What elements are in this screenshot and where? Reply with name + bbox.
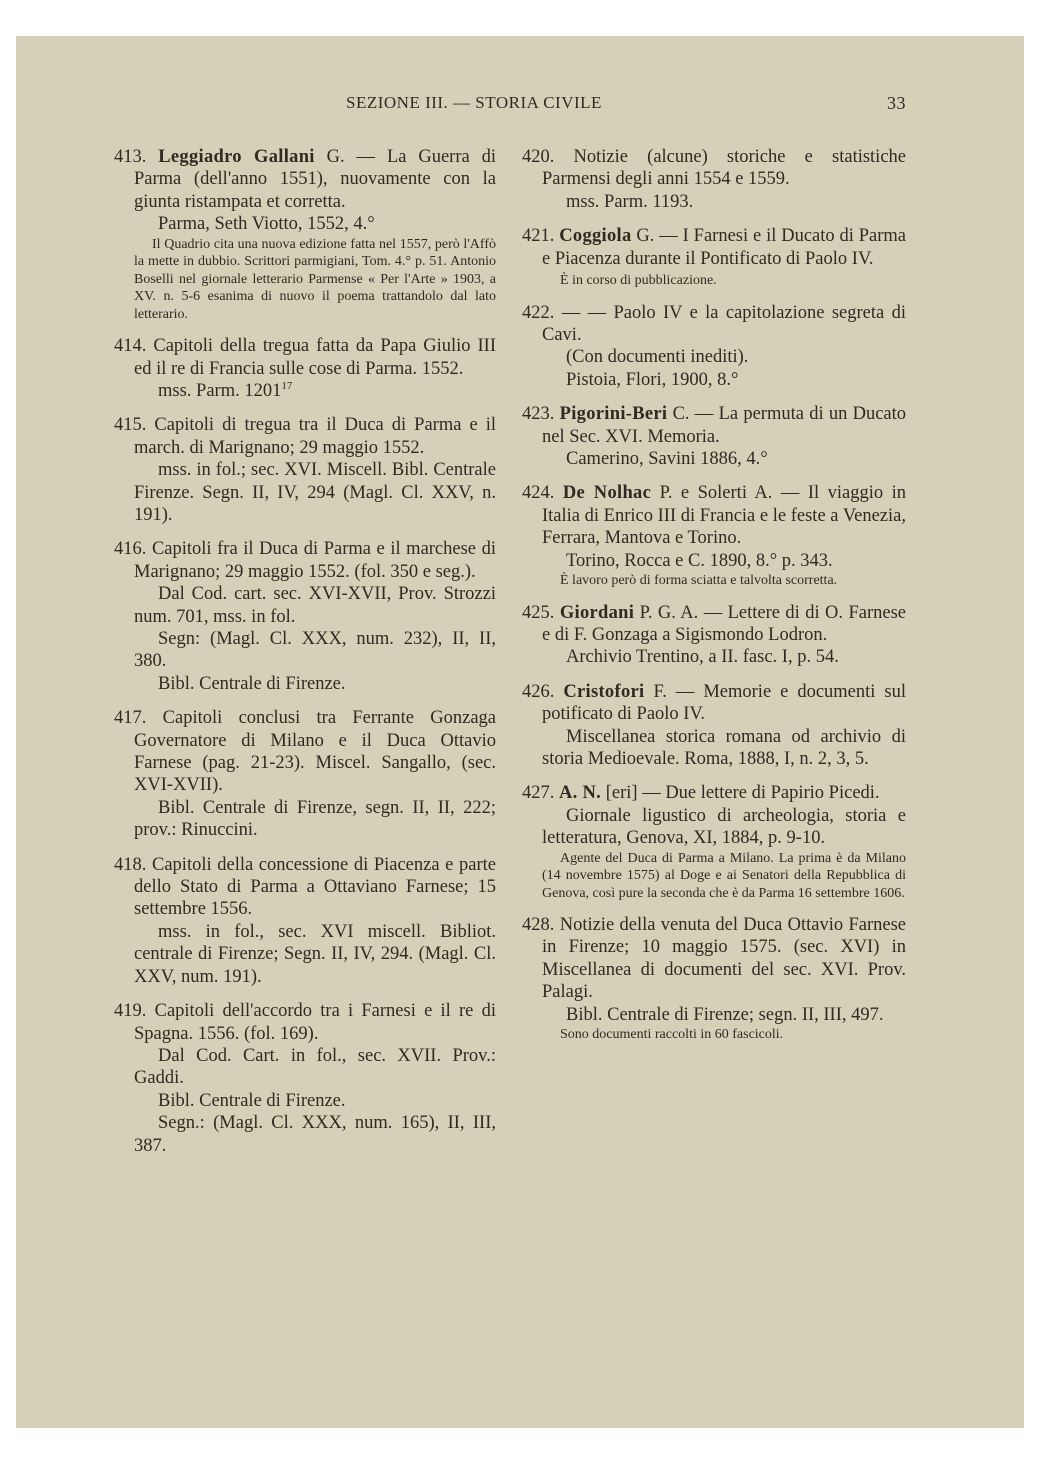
entry-author: De Nolhac xyxy=(562,483,652,504)
entry-text: C. — La permuta di un Ducato nel Sec. XVI. Memoria. xyxy=(542,404,907,447)
footnote-marker: 17 xyxy=(281,379,293,392)
entry-publication: Pistoia, Flori, 1900, 8.° xyxy=(566,369,739,390)
entry-425: 425. Giordani P. G. A. — Lettere di di O. Farnese e di F. Gonzaga a Sigismondo Lodron. Archivio Trentino, a II. fasc. I, p. 54. xyxy=(522,602,907,668)
entry-author: Leggiadro Gallani xyxy=(158,147,315,167)
entry-text: F. — Memorie e documenti sul potificato di Paolo IV. xyxy=(542,681,906,725)
entry-419: 419. Capitoli dell'accordo tra i Farnesi e il re di Spagna. 1556. (fol. 169). Dal Cod. Cart. in fol., sec. XVII. Prov.: Gaddi. Bibl. Centrale di Firenze. Segn.: (Magl. Cl. XXX, num. 165), II, III, 387. xyxy=(114,1001,496,1156)
entry-note: Il Quadrio cita una nuova edizione fatta nel 1557, però l'Affò la mette in dubbio. Scrittori parmigiani, Tom. 4.° p. 51. Antonio Boselli nel giornale letterario Parmense « Per l'Arte » 1903, a XV. n. 5-6 esanima di nuovo il poema trattandolo dal lato letterario. xyxy=(134,236,496,322)
entry-publication: Parma, Seth Viotto, 1552, 4.° xyxy=(158,214,375,235)
entry-418: 418. Capitoli della concessione di Piacenza e parte dello Stato di Parma a Ottaviano Farnese; 15 settembre 1556. mss. in fol., sec. XVI miscell. Bibliot. centrale di Firenze; Segn. II, IV, 294. (Magl. Cl. XXV, num. 191). xyxy=(114,854,496,987)
entry-publication: Giornale ligustico di archeologia, storia e letteratura, Genova, XI, 1884, p. 9-10. xyxy=(542,805,906,849)
entry-publication: Camerino, Savini 1886, 4.° xyxy=(566,448,768,469)
entry-note: È in corso di pubblicazione. xyxy=(560,273,717,289)
section-title: SEZIONE III. — STORIA CIVILE xyxy=(346,93,602,112)
entry-414: 414. Capitoli della tregua fatta da Papa Giulio III ed il re di Francia sulle cose di Parma. 1552. mss. Parm. 1201$^{17}$ xyxy=(114,336,496,401)
entry-text: P. e Solerti A. — Il viaggio in Italia di Enrico III di Francia e le feste a Venezia, Ferrara, Mantova e Torino. xyxy=(542,483,906,549)
entry-422: 422. — — Paolo IV e la capitolazione segreta di Cavi. (Con documenti inediti). Pistoia, Flori, 1900, 8.° xyxy=(522,302,906,390)
entry-author: Pigorini-Beri xyxy=(559,404,668,425)
entry-publication: Segn: (Magl. Cl. XXX, num. 232), II, II, 380. xyxy=(134,629,496,672)
entry-publication: Bibl. Centrale di Firenze, segn. II, II, 222; prov.: Rinuccini. xyxy=(134,797,496,841)
entry-author: Cristofori xyxy=(563,681,645,702)
entry-text: Capitoli fra il Duca di Parma e il marchese di Marignano; 29 maggio 1552. (fol. 350 e seg.). xyxy=(134,539,496,582)
right-column xyxy=(522,146,906,1056)
scanned-page xyxy=(16,36,1024,1428)
entry-note: Agente del Duca di Parma a Milano. La prima è da Milano (14 novembre 1575) al Doge e ai Senatori della Repubblica di Genova, così pure la seconda che è da Parma 16 settembre 1606. xyxy=(542,850,906,901)
entry-423: 423. Pigorini-Beri C. — La permuta di un Ducato nel Sec. XVI. Memoria. Camerino, Savini 1886, 4.° xyxy=(522,404,907,469)
entry-publication: mss. in fol.; sec. XVI. Miscell. Bibl. Centrale Firenze. Segn. II, IV, 294 (Magl. Cl. XXV, n. 191). xyxy=(134,460,496,525)
entry-note: È lavoro però di forma sciatta e talvolta scorretta. xyxy=(560,573,838,588)
entry-416: 416. Capitoli fra il Duca di Parma e il marchese di Marignano; 29 maggio 1552. (fol. 350 e seg.). Dal Cod. cart. sec. XVI-XVII, Prov. Strozzi num. 701, mss. in fol. Segn: (Magl. Cl. XXX, num. 232), II, II, 380. Bibl. Centrale di Firenze. xyxy=(114,539,496,694)
entry-427: 427. A. N. [eri] — Due lettere di Papirio Picedi. Giornale ligustico di archeologia, storia e letteratura, Genova, XI, 1884, p. 9-10. Agente del Duca di Parma a Milano. La prima è da Milano (14 novembre 1575) al Doge e ai Senatori della Repubblica di Genova, così pure la seconda che è da Parma 16 settembre 1606. xyxy=(522,783,906,901)
entry-author: Coggiola xyxy=(559,226,632,247)
entry-415: 415. Capitoli di tregua tra il Duca di Parma e il march. di Marignano; 29 maggio 1552. mss. in fol.; sec. XVI. Miscell. Bibl. Centrale Firenze. Segn. II, IV, 294 (Magl. Cl. XXV, n. 191). xyxy=(114,415,496,525)
entry-publication: Bibl. Centrale di Firenze; segn. II, III, 497. xyxy=(566,1004,884,1025)
entry-publication: Miscellanea storica romana od archivio di storia Medioevale. Roma, 1888, I, n. 2, 3, 5. xyxy=(542,726,906,769)
entry-text: — — Paolo IV e la capitolazione segreta di Cavi. xyxy=(542,302,906,345)
entry-publication: Archivio Trentino, a II. fasc. I, p. 54. xyxy=(566,647,839,668)
entry-text: G. — I Farnesi e il Ducato di Parma e Piacenza durante il Pontificato di Paolo IV. xyxy=(542,226,907,269)
entry-text: Notizie della venuta del Duca Ottavio Farnese in Firenze; 10 maggio 1575. (sec. XVI) in Miscellanea di documenti del sec. XVI. Prov. Palagi. xyxy=(542,915,907,1003)
running-header xyxy=(16,93,1024,117)
entry-publication: Bibl. Centrale di Firenze. xyxy=(158,673,346,694)
entry-publication: mss. Parm. 1201 xyxy=(158,380,282,401)
entry-author: A. N. xyxy=(559,783,602,804)
entry-426: 426. Cristofori F. — Memorie e documenti sul potificato di Paolo IV. Miscellanea storica romana od archivio di storia Medioevale. Roma, 1888, I, n. 2, 3, 5. xyxy=(522,681,906,769)
left-column xyxy=(114,146,496,1169)
entry-424: 424. De Nolhac P. e Solerti A. — Il viaggio in Italia di Enrico III di Francia e le feste a Venezia, Ferrara, Mantova e Torino. Torino, Rocca e C. 1890, 8.° p. 343. È lavoro però di forma sciatta e talvolta scorretta. xyxy=(522,483,906,588)
entry-publication: (Con documenti inediti). xyxy=(566,347,749,368)
entry-text: Capitoli della concessione di Piacenza e parte dello Stato di Parma a Ottaviano Farnese; 15 settembre 1556. xyxy=(134,854,496,920)
entry-text: P. G. A. — Lettere di di O. Farnese e di F. Gonzaga a Sigismondo Lodron. xyxy=(542,602,907,645)
entry-text: Capitoli dell'accordo tra i Farnesi e il re di Spagna. 1556. (fol. 169). xyxy=(134,1001,496,1044)
entry-publication: mss. in fol., sec. XVI miscell. Bibliot. centrale di Firenze; Segn. II, IV, 294. (Magl. Cl. XXV, num. 191). xyxy=(134,921,496,987)
entry-publication: Dal Cod. cart. sec. XVI-XVII, Prov. Strozzi num. 701, mss. in fol. xyxy=(134,584,496,627)
entry-413: 413. Leggiadro Gallani G. — La Guerra di Parma (dell'anno 1551), nuovamente con la giunta ristampata et corretta. Parma, Seth Viotto, 1552, 4.° Il Quadrio cita una nuova edizione fatta nel 1557, però l'Affò la mette in dubbio. Scrittori parmigiani, Tom. 4.° p. 51. Antonio Boselli nel giornale letterario Parmense « Per l'Arte » 1903, a XV. n. 5-6 esanima di nuovo il poema trattandolo dal lato letterario. xyxy=(114,147,497,322)
entry-text: Notizie (alcune) storiche e statistiche Parmensi degli anni 1554 e 1559. xyxy=(542,147,906,190)
entry-text: Capitoli della tregua fatta da Papa Giulio III ed il re di Francia sulle cose di Parma. 1552. xyxy=(134,336,496,379)
entry-text: Capitoli conclusi tra Ferrante Gonzaga Governatore di Milano e il Duca Ottavio Farnese (pag. 21-23). Miscel. Sangallo, (sec. XVI-XVII). xyxy=(134,708,496,796)
entry-author: Giordani xyxy=(559,602,635,623)
entry-publication: mss. Parm. 1193. xyxy=(566,191,694,212)
entry-publication: Segn.: (Magl. Cl. XXX, num. 165), II, III, 387. xyxy=(134,1113,496,1156)
entry-publication: Dal Cod. Cart. in fol., sec. XVII. Prov.: Gaddi. xyxy=(134,1045,496,1089)
entry-421: 421. Coggiola G. — I Farnesi e il Ducato di Parma e Piacenza durante il Pontificato di Paolo IV. È in corso di pubblicazione. xyxy=(522,226,907,289)
entry-428: 428. Notizie della venuta del Duca Ottavio Farnese in Firenze; 10 maggio 1575. (sec. XVI) in Miscellanea di documenti del sec. XVI. Prov. Palagi. Bibl. Centrale di Firenze; segn. II, III, 497. Sono documenti raccolti in 60 fascicoli. xyxy=(522,915,907,1043)
entry-note: Sono documenti raccolti in 60 fascicoli. xyxy=(560,1027,784,1043)
entry-text: [eri] — Due lettere di Papirio Picedi. xyxy=(605,783,880,804)
entry-text: Capitoli di tregua tra il Duca di Parma e il march. di Marignano; 29 maggio 1552. xyxy=(134,415,496,458)
entry-420: 420. Notizie (alcune) storiche e statistiche Parmensi degli anni 1554 e 1559. mss. Parm. 1193. xyxy=(522,147,906,212)
page-number: 33 xyxy=(887,93,906,113)
entry-publication: Torino, Rocca e C. 1890, 8.° p. 343. xyxy=(566,550,833,571)
entry-text: G. — La Guerra di Parma (dell'anno 1551), nuovamente con la giunta ristampata et corretta. xyxy=(134,147,497,212)
entry-publication: Bibl. Centrale di Firenze. xyxy=(158,1090,346,1111)
entry-417: 417. Capitoli conclusi tra Ferrante Gonzaga Governatore di Milano e il Duca Ottavio Farnese (pag. 21-23). Miscel. Sangallo, (sec. XVI-XVII). Bibl. Centrale di Firenze, segn. II, II, 222; prov.: Rinuccini. xyxy=(114,708,496,841)
